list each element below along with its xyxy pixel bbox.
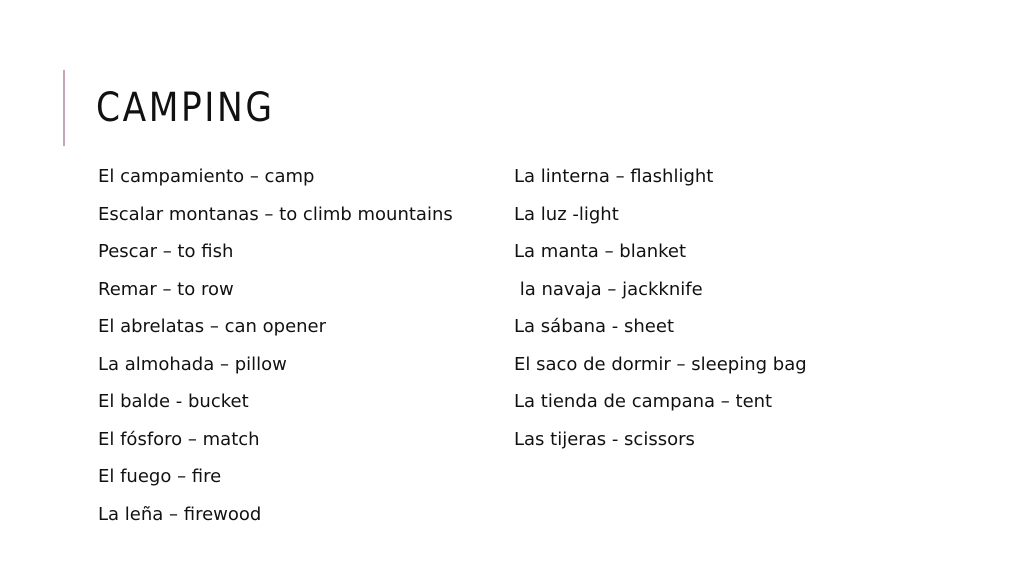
- vocabulary-item: El fuego – fire: [98, 466, 222, 487]
- title-accent-bar: [63, 70, 65, 146]
- vocabulary-item: El abrelatas – can opener: [98, 316, 327, 337]
- vocabulary-item: La manta – blanket: [514, 241, 687, 262]
- vocabulary-item: El saco de dormir – sleeping bag: [514, 353, 807, 375]
- vocabulary-item: Pescar – to fish: [98, 241, 234, 262]
- vocabulary-item: La luz -light: [514, 203, 619, 225]
- vocabulary-item: La leña – firewood: [98, 503, 262, 525]
- vocabulary-item: Remar – to row: [98, 278, 234, 300]
- slide-title: CAMPING: [96, 85, 275, 131]
- vocabulary-list-left: [98, 158, 498, 533]
- vocabulary-item: La linterna – flashlight: [514, 166, 714, 187]
- vocabulary-item: Escalar montanas – to climb mountains: [98, 203, 453, 225]
- vocabulary-item: Las tijeras - scissors: [514, 428, 695, 450]
- vocabulary-item: El balde - bucket: [98, 391, 249, 412]
- vocabulary-list-right: [514, 158, 934, 458]
- vocabulary-item: El campamiento – camp: [98, 166, 315, 187]
- vocabulary-item: El fósforo – match: [98, 428, 260, 450]
- vocabulary-item: La almohada – pillow: [98, 353, 287, 375]
- vocabulary-item: La tienda de campana – tent: [514, 391, 773, 412]
- vocabulary-item: la navaja – jackknife: [514, 278, 703, 300]
- vocabulary-item: La sábana - sheet: [514, 316, 675, 337]
